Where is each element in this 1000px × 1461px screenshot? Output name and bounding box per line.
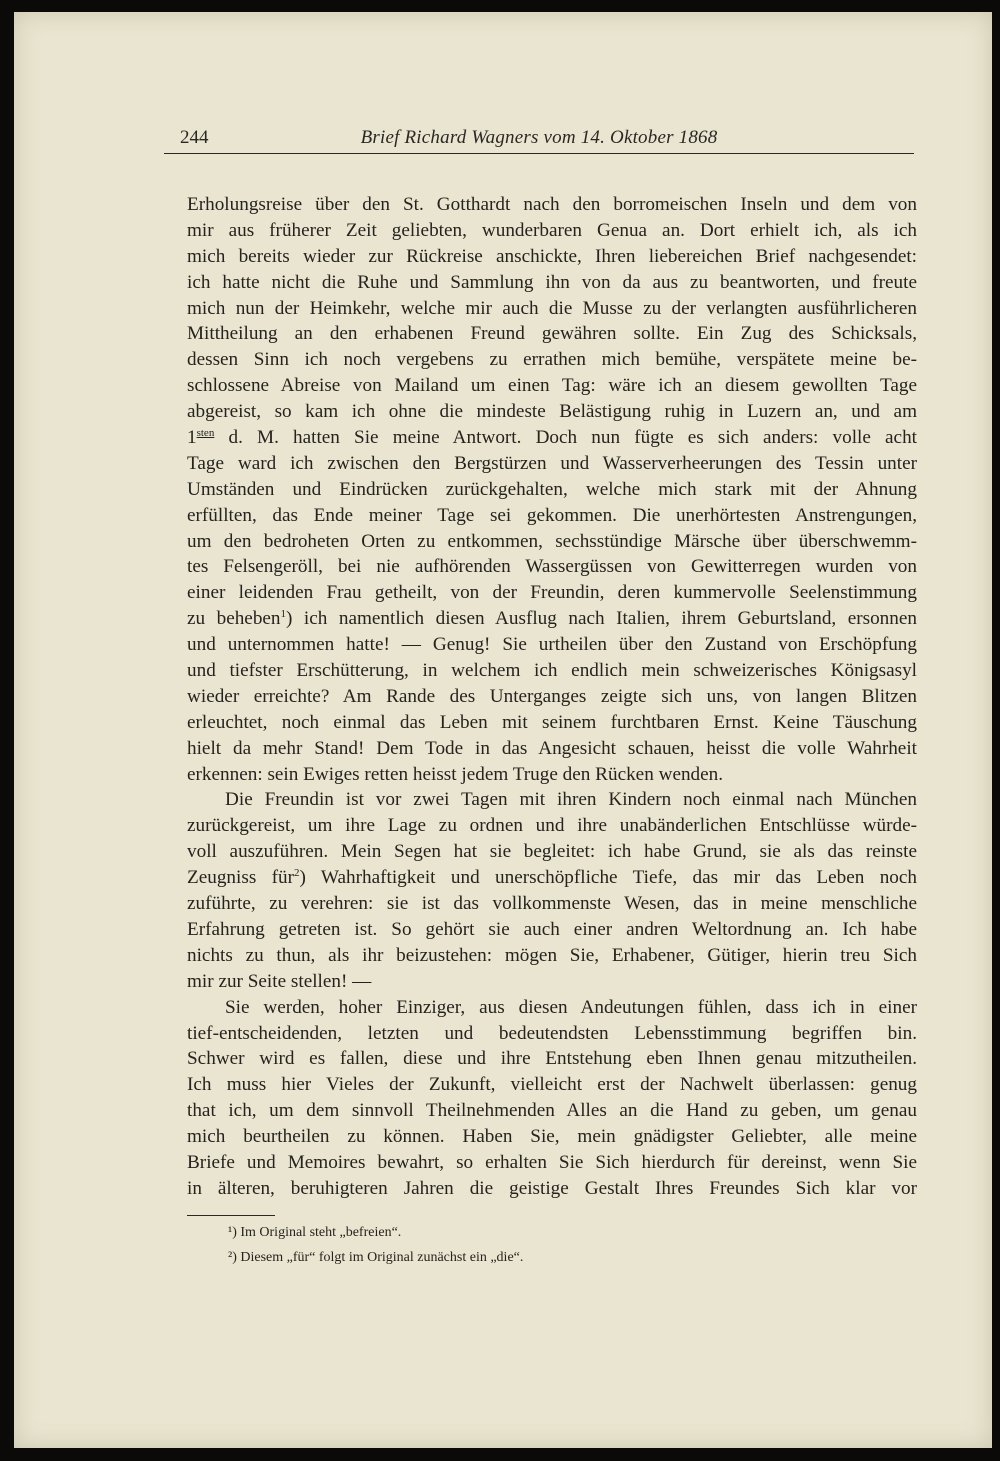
- text-line: [187, 606, 917, 632]
- footnote-ref-1: 1: [280, 608, 287, 621]
- text-line: und tiefster Erschütterung, in welchem ich endlich mein schweizerisches Königsasyl: [187, 660, 917, 682]
- footnote-2: ²) Diesem „für“ folgt im Original zunächst ein „die“.: [228, 1250, 524, 1265]
- text-line: mir aus früherer Zeit geliebten, wunderbaren Genua an. Dort erhielt ich, als ich: [187, 219, 917, 241]
- text-line: Schwer wird es fallen, diese und ihre Entstehung eben Ihnen genau mitzutheilen.: [187, 1048, 917, 1070]
- text-line: Erfahrung getreten ist. So gehört sie auch einer andren Weltordnung an. Ich habe: [187, 918, 917, 940]
- footnote-1: ¹) Im Original steht „befreien“.: [228, 1225, 402, 1240]
- text-line: Sie werden, hoher Einziger, aus diesen Andeutungen fühlen, dass ich in einer: [225, 996, 917, 1018]
- text-line: [187, 865, 917, 891]
- text-line: mich bereits wieder zur Rückreise anschickte, Ihren liebereichen Brief nachgesendet:: [187, 245, 917, 267]
- text-line: mich beurtheilen zu können. Haben Sie, mein gnädigster Geliebter, alle meine: [187, 1126, 917, 1148]
- text-line: dessen Sinn ich noch vergebens zu errathen mich bemühe, verspätete meine be-: [187, 349, 917, 371]
- text-line: erfüllten, das Ende meiner Tage sei gekommen. Die unerhörtesten Anstrengungen,: [187, 504, 917, 526]
- text-fragment: zu beheben: [187, 608, 281, 630]
- text-line: tes Felsengeröll, bei nie aufhörenden Wassergüssen von Gewitterregen wurden von: [187, 556, 917, 578]
- text-line: ich hatte nicht die Ruhe und Sammlung ihn von da aus zu beantworten, und freute: [187, 271, 917, 293]
- text-line: Die Freundin ist vor zwei Tagen mit ihren Kindern noch einmal nach München: [225, 789, 917, 811]
- text-line: Tage ward ich zwischen den Bergstürzen und Wasserverheerungen des Tessin unter: [187, 452, 917, 474]
- text-line: und unternommen hatte! — Genug! Sie urtheilen über den Zustand von Erschöpfung: [187, 634, 917, 656]
- running-title: Brief Richard Wagners vom 14. Oktober 1868: [360, 127, 718, 148]
- text-line: zuführte, zu verehren: sie ist das vollkommenste Wesen, das in meine menschliche: [187, 893, 917, 915]
- text-line: schlossene Abreise von Mailand um einen Tag: wäre ich an diesem gewollten Tage: [187, 375, 917, 397]
- text-line: that ich, um dem sinnvoll Theilnehmenden Alles an die Hand zu geben, um genau: [187, 1100, 917, 1122]
- text-line: erleuchtet, noch einmal das Leben mit seinem furchtbaren Ernst. Keine Täuschung: [187, 711, 917, 733]
- text-line: einer leidenden Frau getheilt, von der Freundin, deren kummervolle Seelenstimmung: [187, 582, 917, 604]
- text-line: um den bedroheten Orten zu entkommen, sechsstündige Märsche über überschwemm-: [187, 530, 917, 552]
- text-line: tief-entscheidenden, letzten und bedeutendsten Lebensstimmung begriffen bin.: [187, 1022, 917, 1044]
- running-header: [164, 127, 914, 154]
- text-line: Umständen und Eindrücken zurückgehalten, welche mich stark mit der Ahnung: [187, 478, 917, 500]
- text-line: nichts zu thun, als ihr beizustehen: mögen Sie, Erhabener, Gütiger, hierin treu Sich: [187, 944, 917, 966]
- text-fragment: d. M. hatten Sie meine Antwort. Doch nun fügte es sich anders: volle acht: [214, 427, 917, 449]
- text-line: Ich muss hier Vieles der Zukunft, vielleicht erst der Nachwelt überlassen: genug: [187, 1074, 917, 1096]
- text-line: erkennen: sein Ewiges retten heisst jedem Truge den Rücken wenden.: [187, 763, 724, 785]
- text-line: Erholungsreise über den St. Gotthardt nach den borromeischen Inseln und dem von: [187, 194, 917, 215]
- footnote-divider: [187, 1215, 275, 1216]
- text-fragment: 1: [187, 427, 197, 449]
- text-line: zurückgereist, um ihre Lage zu ordnen und ihre unabänderlichen Entschlüsse würde-: [187, 815, 917, 837]
- text-fragment: ) Wahrhaftigkeit und unerschöpfliche Tiefe, das mir das Leben noch: [299, 867, 917, 889]
- text-line: Mittheilung an den erhabenen Freund gewähren sollte. Ein Zug des Schicksals,: [187, 323, 917, 345]
- text-fragment: ) ich namentlich diesen Ausflug nach Italien, ihrem Geburtsland, ersonnen: [286, 608, 917, 630]
- footnotes: [228, 1220, 523, 1270]
- body-text: [187, 192, 917, 1202]
- text-line: wieder erreichte? Am Rande des Unterganges zeigte sich uns, von langen Blitzen: [187, 685, 917, 707]
- text-line: hielt da mehr Stand! Dem Tode in das Angesicht schauen, heisst die volle Wahrheit: [187, 737, 917, 759]
- text-line: Briefe und Memoires bewahrt, so erhalten Sie Sich hierdurch für dereinst, wenn Sie: [187, 1151, 917, 1173]
- superscript: sten: [196, 427, 215, 440]
- text-fragment: Zeugniss für: [187, 867, 295, 889]
- text-line: mir zur Seite stellen! —: [187, 970, 372, 992]
- text-line: mich nun der Heimkehr, welche mir auch die Musse zu der verlangten ausführlicheren: [187, 297, 917, 319]
- footnote-ref-2: 2: [294, 867, 300, 880]
- text-line: voll auszuführen. Mein Segen hat sie begleitet: ich habe Grund, sie als das reinste: [187, 841, 917, 863]
- text-line: [187, 425, 917, 451]
- page-number: 244: [180, 127, 209, 148]
- text-line: in älteren, beruhigteren Jahren die geistige Gestalt Ihres Freundes Sich klar vor: [187, 1177, 917, 1199]
- text-line: abgereist, so kam ich ohne die mindeste Belästigung ruhig in Luzern an, und am: [187, 401, 917, 423]
